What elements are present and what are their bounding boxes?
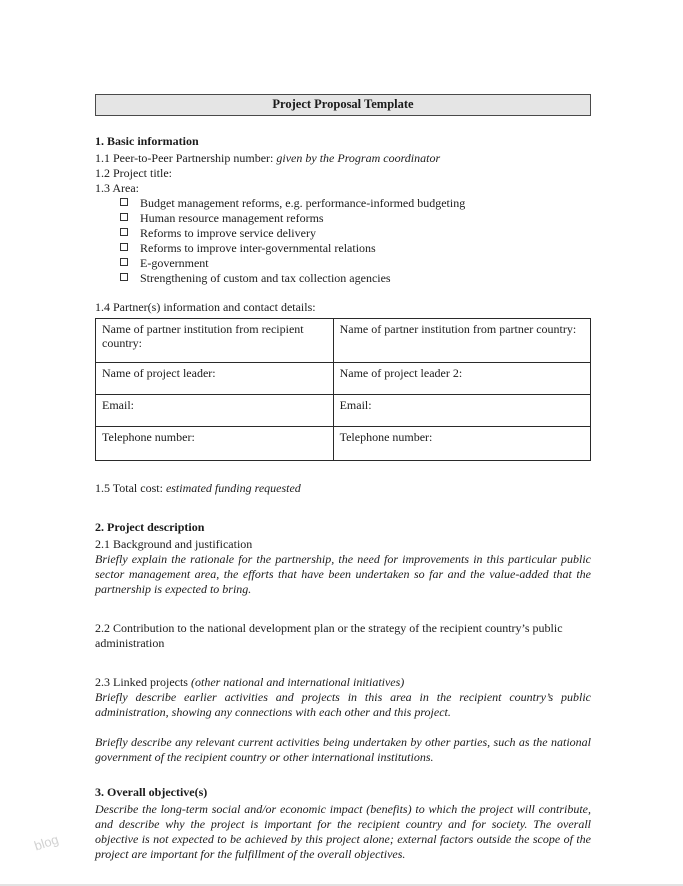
table-row bbox=[96, 395, 591, 427]
checkbox-icon bbox=[120, 213, 128, 221]
field-2-3 bbox=[95, 675, 591, 690]
area-option bbox=[120, 211, 591, 226]
table-row bbox=[96, 319, 591, 363]
table-cell: Telephone number: bbox=[333, 427, 590, 461]
field-1-5-value: estimated funding requested bbox=[162, 481, 301, 495]
area-option bbox=[120, 241, 591, 256]
area-option bbox=[120, 256, 591, 271]
paragraph-2-1: Briefly explain the rationale for the partnership, the need for improvements in this particular public sector management area, the efforts that have been undertaken so far and the value-added that the partnership is expected to bring. bbox=[95, 552, 591, 596]
field-1-2: 1.2 Project title: bbox=[95, 166, 172, 180]
table-cell: Name of partner institution from partner country: bbox=[333, 319, 590, 363]
table-cell: Name of project leader 2: bbox=[333, 363, 590, 395]
paragraph-2-3-b: Briefly describe any relevant current activities being undertaken by other parties, such as the national government of the recipient country or other international institutions. bbox=[95, 735, 591, 764]
checkbox-icon bbox=[120, 198, 128, 206]
field-1-5-label: 1.5 Total cost: bbox=[95, 481, 163, 495]
partner-contact-table bbox=[95, 318, 591, 461]
document-title: Project Proposal Template bbox=[272, 97, 414, 111]
table-cell: Name of project leader: bbox=[96, 363, 334, 395]
field-1-1-label: 1.1 Peer-to-Peer Partnership number: bbox=[95, 151, 274, 165]
paragraph-3: Describe the long-term social and/or economic impact (benefits) to which the project will contribute, and describe why the project is important for the recipient country and for society. The overall objective is not expected to be achieved by this project alone; external factors outside the scope of the project are important for the fulfillment of the overall objectives. bbox=[95, 802, 591, 861]
field-1-5 bbox=[95, 481, 591, 496]
section-2-heading: 2. Project description bbox=[95, 520, 205, 534]
section-1-heading: 1. Basic information bbox=[95, 134, 199, 148]
field-1-3: 1.3 Area: bbox=[95, 181, 139, 195]
area-option bbox=[120, 271, 591, 286]
area-option-label: Budget management reforms, e.g. performance-informed budgeting bbox=[140, 196, 466, 210]
field-1-1-value: given by the Program coordinator bbox=[273, 151, 441, 165]
table-cell: Email: bbox=[96, 395, 334, 427]
table-row bbox=[96, 363, 591, 395]
area-option-label: Reforms to improve inter-governmental relations bbox=[140, 241, 376, 255]
area-option bbox=[120, 226, 591, 241]
table-cell: Name of partner institution from recipient country: bbox=[96, 319, 334, 363]
checkbox-icon bbox=[120, 273, 128, 281]
field-2-3-value: (other national and international initiatives) bbox=[190, 675, 405, 689]
area-option-label: E-government bbox=[140, 256, 209, 270]
field-2-3-label: 2.3 Linked projects bbox=[95, 675, 191, 689]
field-1-4: 1.4 Partner(s) information and contact details: bbox=[95, 300, 316, 314]
table-cell: Telephone number: bbox=[96, 427, 334, 461]
area-option-label: Strengthening of custom and tax collection agencies bbox=[140, 271, 391, 285]
checkbox-icon bbox=[120, 228, 128, 236]
document-title-box bbox=[95, 94, 591, 116]
checkbox-icon bbox=[120, 258, 128, 266]
area-option-label: Reforms to improve service delivery bbox=[140, 226, 316, 240]
table-row bbox=[96, 427, 591, 461]
section-3-heading: 3. Overall objective(s) bbox=[95, 785, 208, 799]
field-1-1 bbox=[95, 151, 591, 166]
watermark-text: blog bbox=[32, 831, 61, 854]
field-2-1: 2.1 Background and justification bbox=[95, 537, 253, 551]
checkbox-icon bbox=[120, 243, 128, 251]
area-checkbox-list bbox=[95, 196, 591, 286]
table-cell: Email: bbox=[333, 395, 590, 427]
paragraph-2-3-a: Briefly describe earlier activities and projects in this area in the recipient country’s public administration, showing any connections with each other and this project. bbox=[95, 690, 591, 719]
document-content bbox=[95, 94, 591, 862]
area-option bbox=[120, 196, 591, 211]
field-2-2: 2.2 Contribution to the national development plan or the strategy of the recipient country’s public administration bbox=[95, 621, 563, 650]
area-option-label: Human resource management reforms bbox=[140, 211, 324, 225]
